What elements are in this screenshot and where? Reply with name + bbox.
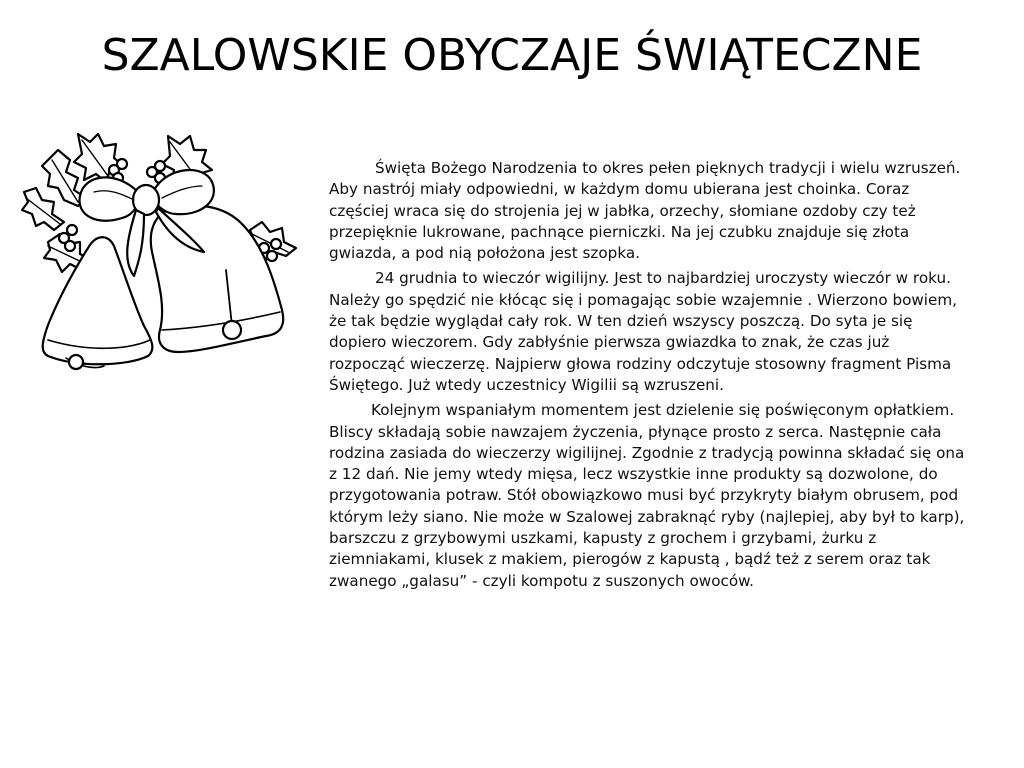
christmas-bells-with-bow-icon [18,130,298,375]
paragraph-wafer-and-supper: Kolejnym wspaniałym momentem jest dzielenie się poświęconym opłatkiem. Bliscy składają sobie nawzajem życzenia, płynące prosto z serca. Następnie cała rodzina zasiada do wieczerzy wigilijnej. Zgodnie z tradycją powinna składać się ona z 12 dań. Nie jemy wtedy mięsa, lecz wszystkie inne produkty są dozwolone, do przygotowania potraw. Stół obowiązkowo musi być przykryty białym obrusem, pod którym leży siano. Nie może w Szalowej zabraknąć ryby (najlepiej, aby był to karp), barszczu z grzybowymi uszkami, kapusty z grochem i grzybami, żurku z ziemniakami, klusek z makiem, pierogów z kapustą , bądź też z serem oraz tak zwanego „galasu” - czyli kompotu z suszonych owoców. [329,401,965,590]
paragraph-christmas-eve: 24 grudnia to wieczór wigilijny. Jest to najbardziej uroczysty wieczór w roku. Należy go spędzić nie kłócąc się i pomagając sobie wzajemnie . Wierzono bowiem, że tak będzie wyglądał cały rok. W ten dzień wszyscy poszczą. Do syta je się dopiero wieczorem. Gdy zabłyśnie pierwsza gwiazdka to znak, że czas już rozpocząć wieczerzę. Najpierw głowa rodziny odczytuje stosowny fragment Pisma Świętego. Już wtedy uczestnicy Wigilii są wzruszeni. [329,269,957,394]
body-text [329,158,969,596]
slide-title: SZALOWSKIE OBYCZAJE ŚWIĄTECZNE [101,30,923,81]
christmas-bells-illustration [18,130,298,375]
paragraph-christmas-traditions: Święta Bożego Narodzenia to okres pełen pięknych tradycji i wielu wzruszeń. Aby nastrój miały odpowiedni, w każdym domu ubierana jest choinka. Coraz częściej wraca się do strojenia jej w jabłka, orzechy, słomiane ozdoby czy też przepięknie lukrowane, pachnące pierniczki. Na jej czubku znajduje się złota gwiazda, a pod nią położona jest szopka. [329,159,961,263]
